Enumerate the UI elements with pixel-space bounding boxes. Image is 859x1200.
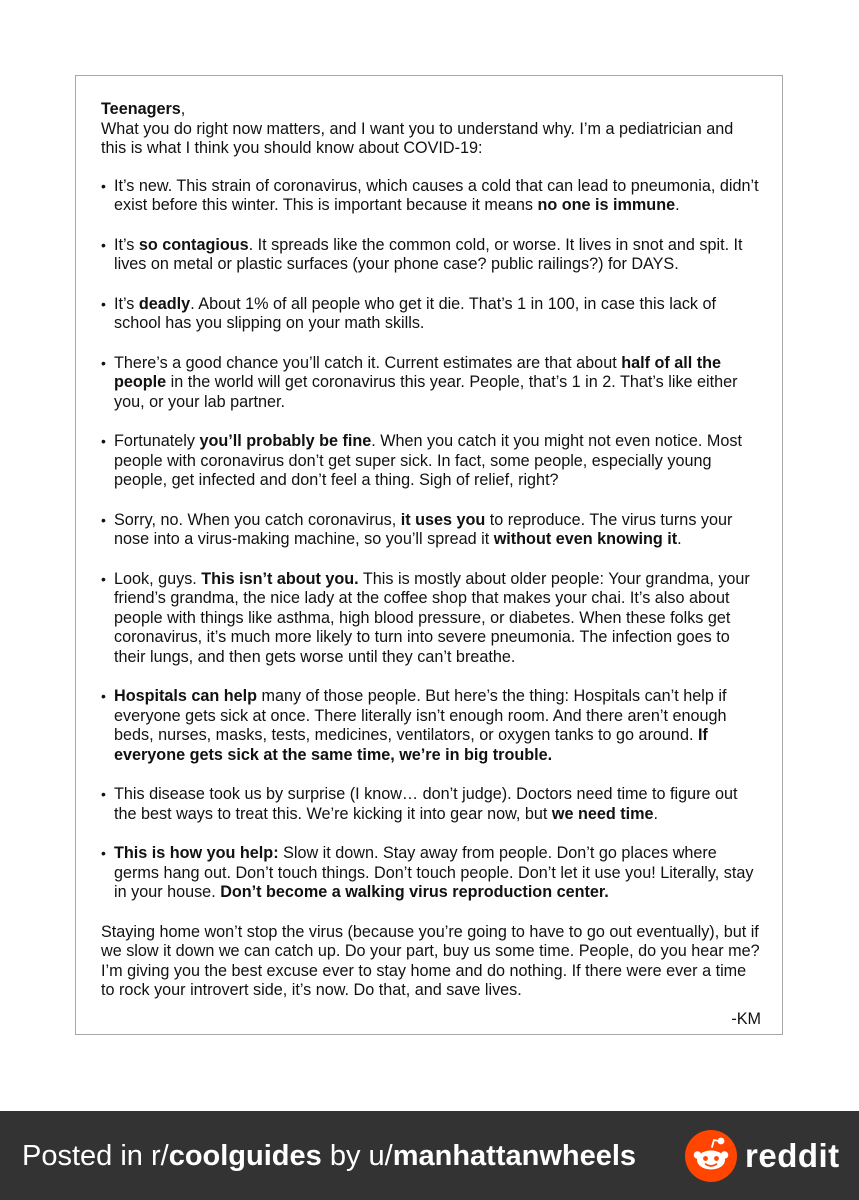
bullet-text: It’s: [114, 235, 139, 254]
bullet-text: Slow it down. Stay away from people. Don’t go places where germs hang out. Don’t touch things. Don’t touch people. Don’t let it use you! Literally, stay in your house.: [114, 844, 754, 901]
bullet-text: It’s: [114, 294, 139, 313]
bullet-emphasis: no one is immune: [537, 196, 676, 214]
reddit-snoo-icon: [685, 1130, 737, 1182]
salutation-line: [101, 100, 761, 120]
bullet-item: [101, 687, 761, 765]
bullet-text: There’s a good chance you’ll catch it. Current estimates are that about: [114, 353, 622, 372]
bullet-text: to reproduce. The virus turns your nose into a virus-making machine, so you’ll spread it: [114, 510, 733, 548]
salutation-punct: ,: [180, 100, 186, 118]
bullet-list: [101, 177, 761, 903]
by-label: by u/: [321, 1140, 393, 1172]
bullet-emphasis: This is how you help:: [114, 844, 279, 862]
bullet-text: in the world will get coronavirus this year. People, that’s 1 in 2. That’s like either you, or your lab partner.: [114, 373, 738, 411]
bullet-emphasis: Don’t become a walking virus reproduction center.: [220, 883, 609, 901]
username-link[interactable]: manhattanwheels: [392, 1140, 637, 1172]
bullet-item: [101, 432, 761, 491]
bullet-text: many of those people. But here’s the thing: Hospitals can’t help if everyone gets sick at once. There literally isn’t enough room. And there aren’t enough beds, nurses, masks, tests, medicines, ventilators, or oxygen tanks to go around.: [114, 687, 727, 744]
bullet-text: This disease took us by surprise (I know… don’t judge). Doctors need time to figure out the best ways to treat this. We’re kicking it into gear now, but: [114, 785, 738, 823]
bullet-emphasis: This isn’t about you.: [201, 569, 359, 588]
bullet-item: [101, 570, 761, 668]
bullet-item: [101, 177, 761, 216]
bullet-emphasis: so contagious: [138, 235, 249, 254]
letter-body: [101, 100, 761, 1029]
bullet-text: . About 1% of all people who get it die. That’s 1 in 100, in case this lack of school has you slipping on your math skills.: [114, 294, 717, 332]
bullet-item: [101, 844, 761, 903]
bullet-item: [101, 354, 761, 413]
bullet-item: [101, 785, 761, 824]
bullet-emphasis: If everyone gets sick at the same time, we’re in big trouble.: [114, 726, 708, 764]
bullet-text: Sorry, no. When you catch coronavirus,: [114, 510, 401, 529]
salutation: Teenagers: [101, 100, 181, 118]
bullet-emphasis: it uses you: [400, 510, 486, 529]
bullet-emphasis: half of all the people: [114, 353, 722, 391]
reddit-logo[interactable]: [685, 1133, 840, 1179]
bullet-emphasis: deadly: [138, 294, 191, 313]
bullet-text: . When you catch it you might not even notice. Most people with coronavirus don’t get super sick. In fact, some people, especially young people, get infected and don’t feel a thing. Sigh of relief, right?: [114, 432, 742, 489]
bullet-text: Look, guys.: [114, 569, 202, 588]
intro-paragraph: What you do right now matters, and I want you to understand why. I’m a pediatrician and this is what I think you should know about COVID-19:: [101, 119, 734, 157]
bullet-emphasis: Hospitals can help: [114, 687, 258, 705]
posted-in-label: Posted in r/: [22, 1140, 169, 1172]
bullet-text: This is mostly about older people: Your grandma, your friend’s grandma, the nice lady at the coffee shop that makes your chai. It’s also about people with things like asthma, high blood pressure, or diabetes. When these folks get coronavirus, it’s much more likely to turn into severe pneumonia. The infection goes to their lungs, and then gets worse until they can’t breathe.: [114, 569, 750, 666]
bullet-emphasis: without even knowing it: [493, 530, 678, 548]
subreddit-link[interactable]: coolguides: [168, 1140, 322, 1172]
bullet-emphasis: we need time: [551, 804, 654, 823]
bullet-text: .: [677, 530, 682, 548]
bullet-text: .: [653, 804, 659, 823]
letter-card: [75, 75, 783, 1035]
bullet-text: It’s new. This strain of coronavirus, which causes a cold that can lead to pneumonia, didn’t exist before this winter. This is important because it means: [114, 176, 759, 214]
bullet-item: [101, 295, 761, 334]
bullet-text: .: [675, 196, 680, 214]
footer-attribution: [22, 1139, 636, 1173]
bullet-text: . It spreads like the common cold, or worse. It lives in snot and spit. It lives on metal or plastic surfaces (your phone case? public railings?) for DAYS.: [114, 235, 743, 273]
bullet-emphasis: you’ll probably be fine: [199, 432, 372, 450]
bullet-text: Fortunately: [114, 432, 200, 450]
bullet-item: [101, 236, 761, 275]
reddit-wordmark: reddit: [745, 1137, 840, 1174]
reddit-footer-bar: [0, 1111, 859, 1200]
closing-paragraph: Staying home won’t stop the virus (because you’re going to have to go out eventually), but if we slow it down we can catch up. Do your part, buy us some time. People, do you hear me? I’m giving you the best excuse ever to stay home and do nothing. If there were ever a time to rock your introvert side, it’s now. Do that, and save lives.: [101, 922, 760, 999]
signature: -KM: [731, 1009, 761, 1028]
bullet-item: [101, 511, 761, 550]
